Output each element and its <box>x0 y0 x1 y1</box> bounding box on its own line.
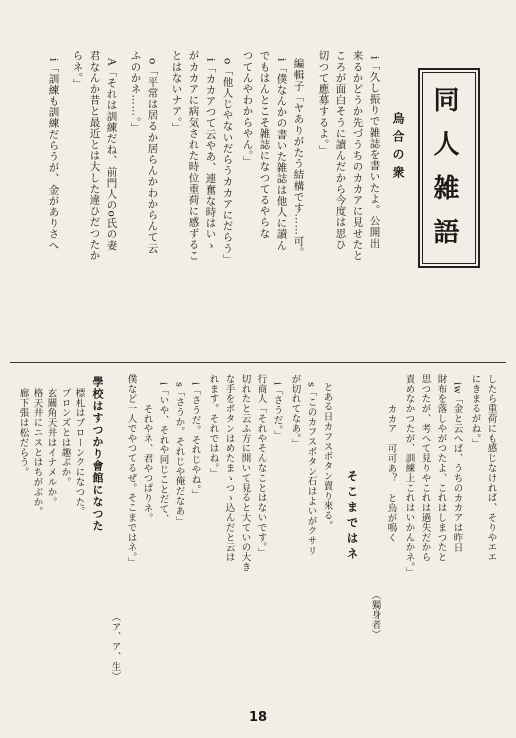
section-divider <box>10 362 506 363</box>
text-line: i「カカアつて云やあ、連奮な時はいゝ <box>204 58 217 251</box>
text-line: れます。それではね。」 <box>207 374 219 479</box>
text-line: ふのかネ……。」 <box>129 50 142 134</box>
text-line: 財布を落しやがつたよ、これはしまつたと <box>435 374 447 563</box>
text-line: とはないナア。」 <box>170 50 183 134</box>
text-line: らネ。」 <box>71 50 84 90</box>
text-line: i「さうだ。それじやね。」 <box>189 382 201 500</box>
text-line: o「平常は居るか居らんかわからんて云 <box>146 58 159 254</box>
section-heading-uago: 烏合の衆 <box>391 112 405 184</box>
text-line: o「他人じやないだらうカカアにだらう」 <box>221 58 234 265</box>
text-line: カカア 可可あ？ と烏が鳴く <box>385 404 397 543</box>
text-line: 玄關角天井はイナメルか。 <box>45 388 57 507</box>
text-line: ブロンズとは趣ぶか。 <box>59 388 71 487</box>
text-line: 行商人「それやそんなことはないです。」 <box>255 374 267 558</box>
text-line: i「訓練も訓練だらうが、金がありさへ <box>47 58 60 251</box>
text-line: ころが面白そうに讀んだから今度は思ひ <box>334 50 347 250</box>
text-line: 君なんか昔と最近とは大した違ひだつたか <box>88 50 101 261</box>
text-line: 標札はブローンクになつた。 <box>73 388 85 517</box>
text-line: i「久し振りで雑誌を書いたよ。公開出 <box>368 56 381 249</box>
text-line: 思つたが、考へて見りやこれは過失だから <box>419 374 431 563</box>
author-signature: （ア、ア、生） <box>109 612 121 682</box>
text-line: 切れたと云ふ方に開いて見ると大ていの大き <box>239 374 251 572</box>
text-line: とある日カフスボタン賣り來る。 <box>321 382 333 531</box>
page-title: 同人雑語 <box>429 86 459 262</box>
section-heading-gakko: 學校はすつかり會館になつた <box>91 376 104 532</box>
text-line: i「いや、それや同じことだて、 <box>157 382 169 525</box>
text-line: 廊下張は松だらう。 <box>17 388 29 478</box>
text-line: i「僕なんかの書いた雑誌は他人に讀ん <box>275 58 288 251</box>
text-line: 編輯子「ヤありがたう結構です……可。 <box>292 58 305 258</box>
text-line: したら重荷にも感じなければ、そりやエエ <box>485 374 497 563</box>
text-line: にきまるがね。」 <box>469 374 481 449</box>
text-line: s「このカフスボタン石はよいがクサリ <box>305 382 317 556</box>
text-line: な手をボタンはめたまゝつゝ込んだと云は <box>223 374 235 563</box>
text-line: 責めなかつたが、訓練上これはいかんかネ。」 <box>403 374 415 578</box>
page-number: 18 <box>248 710 268 725</box>
text-line: s「さうか。それじや俺だなあ」 <box>173 382 185 526</box>
text-line: が切れてなあ。」 <box>289 374 301 449</box>
text-line: A「それは訓練だね、前門人のo氏の妻 <box>105 58 118 251</box>
text-line: がカカアに病気された時位重荷に感ずるこ <box>187 50 200 261</box>
author-signature: （獨身者） <box>369 590 381 640</box>
text-line: 格天井にニスとはちがぶか。 <box>31 388 43 517</box>
text-line: 来るかどうか先づうちのカカアに見せたと <box>351 50 364 261</box>
text-line: それやネ、君やつぱりネ。 <box>141 404 153 523</box>
text-line: iw「金と云へば、うちのカカアは昨日 <box>451 382 463 553</box>
text-line: つてんやわからやん。」 <box>241 50 254 167</box>
section-heading-sokomade: そこまではネ <box>345 470 360 563</box>
text-line: 僕など一人でやつてるぜ。そこまではネ。」 <box>125 374 137 568</box>
text-line: i「さうだ。」 <box>271 382 283 441</box>
text-line: 切つて應募するよ。」 <box>317 50 330 156</box>
text-line: でもはんとこそ雑誌になつてるやらな <box>258 50 271 239</box>
